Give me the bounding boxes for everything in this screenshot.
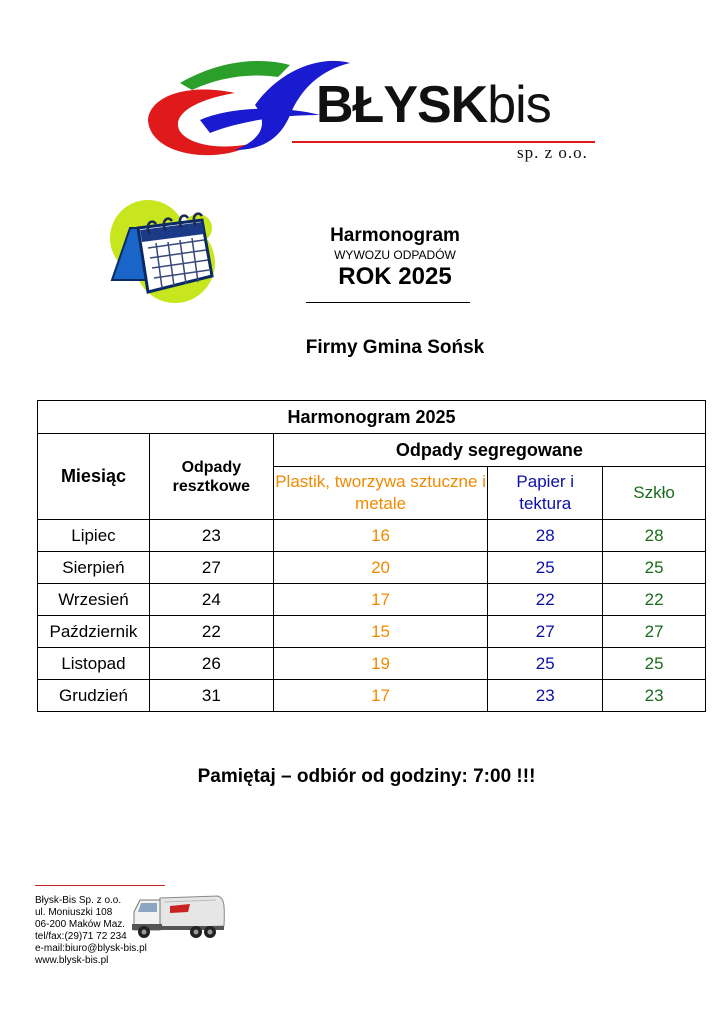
footer-email: e-mail:biuro@blysk-bis.pl (35, 943, 147, 954)
cell-month: Listopad (38, 648, 150, 680)
table-row (38, 552, 706, 584)
cell-month: Wrzesień (38, 584, 150, 616)
schedule-table (37, 400, 706, 712)
cell-glass: 23 (603, 680, 706, 712)
cell-residual: 31 (149, 680, 273, 712)
cell-residual: 23 (149, 520, 273, 552)
pickup-reminder: Pamiętaj – odbiór od godziny: 7:00 !!! (197, 766, 536, 787)
cell-plastic: 19 (273, 648, 488, 680)
col-header-paper: Papier i tektura (488, 467, 603, 520)
footer-phone: tel/fax:(29)71 72 234 (35, 931, 127, 942)
col-header-plastic: Plastik, tworzywa sztuczne i metale (273, 467, 488, 520)
footer-divider (35, 885, 165, 886)
cell-month: Październik (38, 616, 150, 648)
footer-street: ul. Moniuszki 108 (35, 907, 113, 918)
footer-city: 06-200 Maków Maz. (35, 919, 126, 930)
footer-company: Błysk-Bis Sp. z o.o. (35, 895, 122, 906)
header-year: ROK 2025 (338, 263, 452, 290)
col-header-segregated: Odpady segregowane (273, 434, 705, 467)
cell-month: Sierpień (38, 552, 150, 584)
cell-paper: 25 (488, 552, 603, 584)
cell-plastic: 17 (273, 584, 488, 616)
table-row (38, 584, 706, 616)
cell-plastic: 20 (273, 552, 488, 584)
header-title: Harmonogram (330, 225, 460, 246)
col-header-month: Miesiąc (38, 434, 150, 520)
col-header-residual: Odpady resztkowe (149, 434, 273, 520)
cell-month: Grudzień (38, 680, 150, 712)
cell-residual: 26 (149, 648, 273, 680)
cell-glass: 25 (603, 552, 706, 584)
cell-plastic: 15 (273, 616, 488, 648)
calendar-icon (100, 198, 220, 310)
col-header-glass: Szkło (603, 467, 706, 520)
header-divider (306, 302, 470, 303)
company-title: Firmy Gmina Sońsk (305, 337, 485, 358)
cell-glass: 22 (603, 584, 706, 616)
cell-residual: 22 (149, 616, 273, 648)
logo-wordmark: BŁYSKbis (316, 76, 551, 134)
cell-paper: 23 (488, 680, 603, 712)
cell-glass: 28 (603, 520, 706, 552)
table-row (38, 648, 706, 680)
cell-glass: 25 (603, 648, 706, 680)
cell-paper: 27 (488, 616, 603, 648)
cell-glass: 27 (603, 616, 706, 648)
cell-paper: 22 (488, 584, 603, 616)
garbage-truck-icon (130, 890, 226, 942)
cell-plastic: 17 (273, 680, 488, 712)
schedule-header (300, 225, 490, 291)
table-row (38, 520, 706, 552)
cell-paper: 25 (488, 648, 603, 680)
footer-website: www.blysk-bis.pl (35, 955, 109, 966)
cell-plastic: 16 (273, 520, 488, 552)
table-row (38, 680, 706, 712)
cell-residual: 24 (149, 584, 273, 616)
header-subtitle: WYWOZU ODPADÓW (334, 248, 456, 262)
cell-paper: 28 (488, 520, 603, 552)
company-logo (140, 45, 600, 165)
logo-subtitle: sp. z o.o. (517, 143, 588, 162)
table-row (38, 616, 706, 648)
table-title: Harmonogram 2025 (38, 401, 706, 434)
cell-month: Lipiec (38, 520, 150, 552)
cell-residual: 27 (149, 552, 273, 584)
